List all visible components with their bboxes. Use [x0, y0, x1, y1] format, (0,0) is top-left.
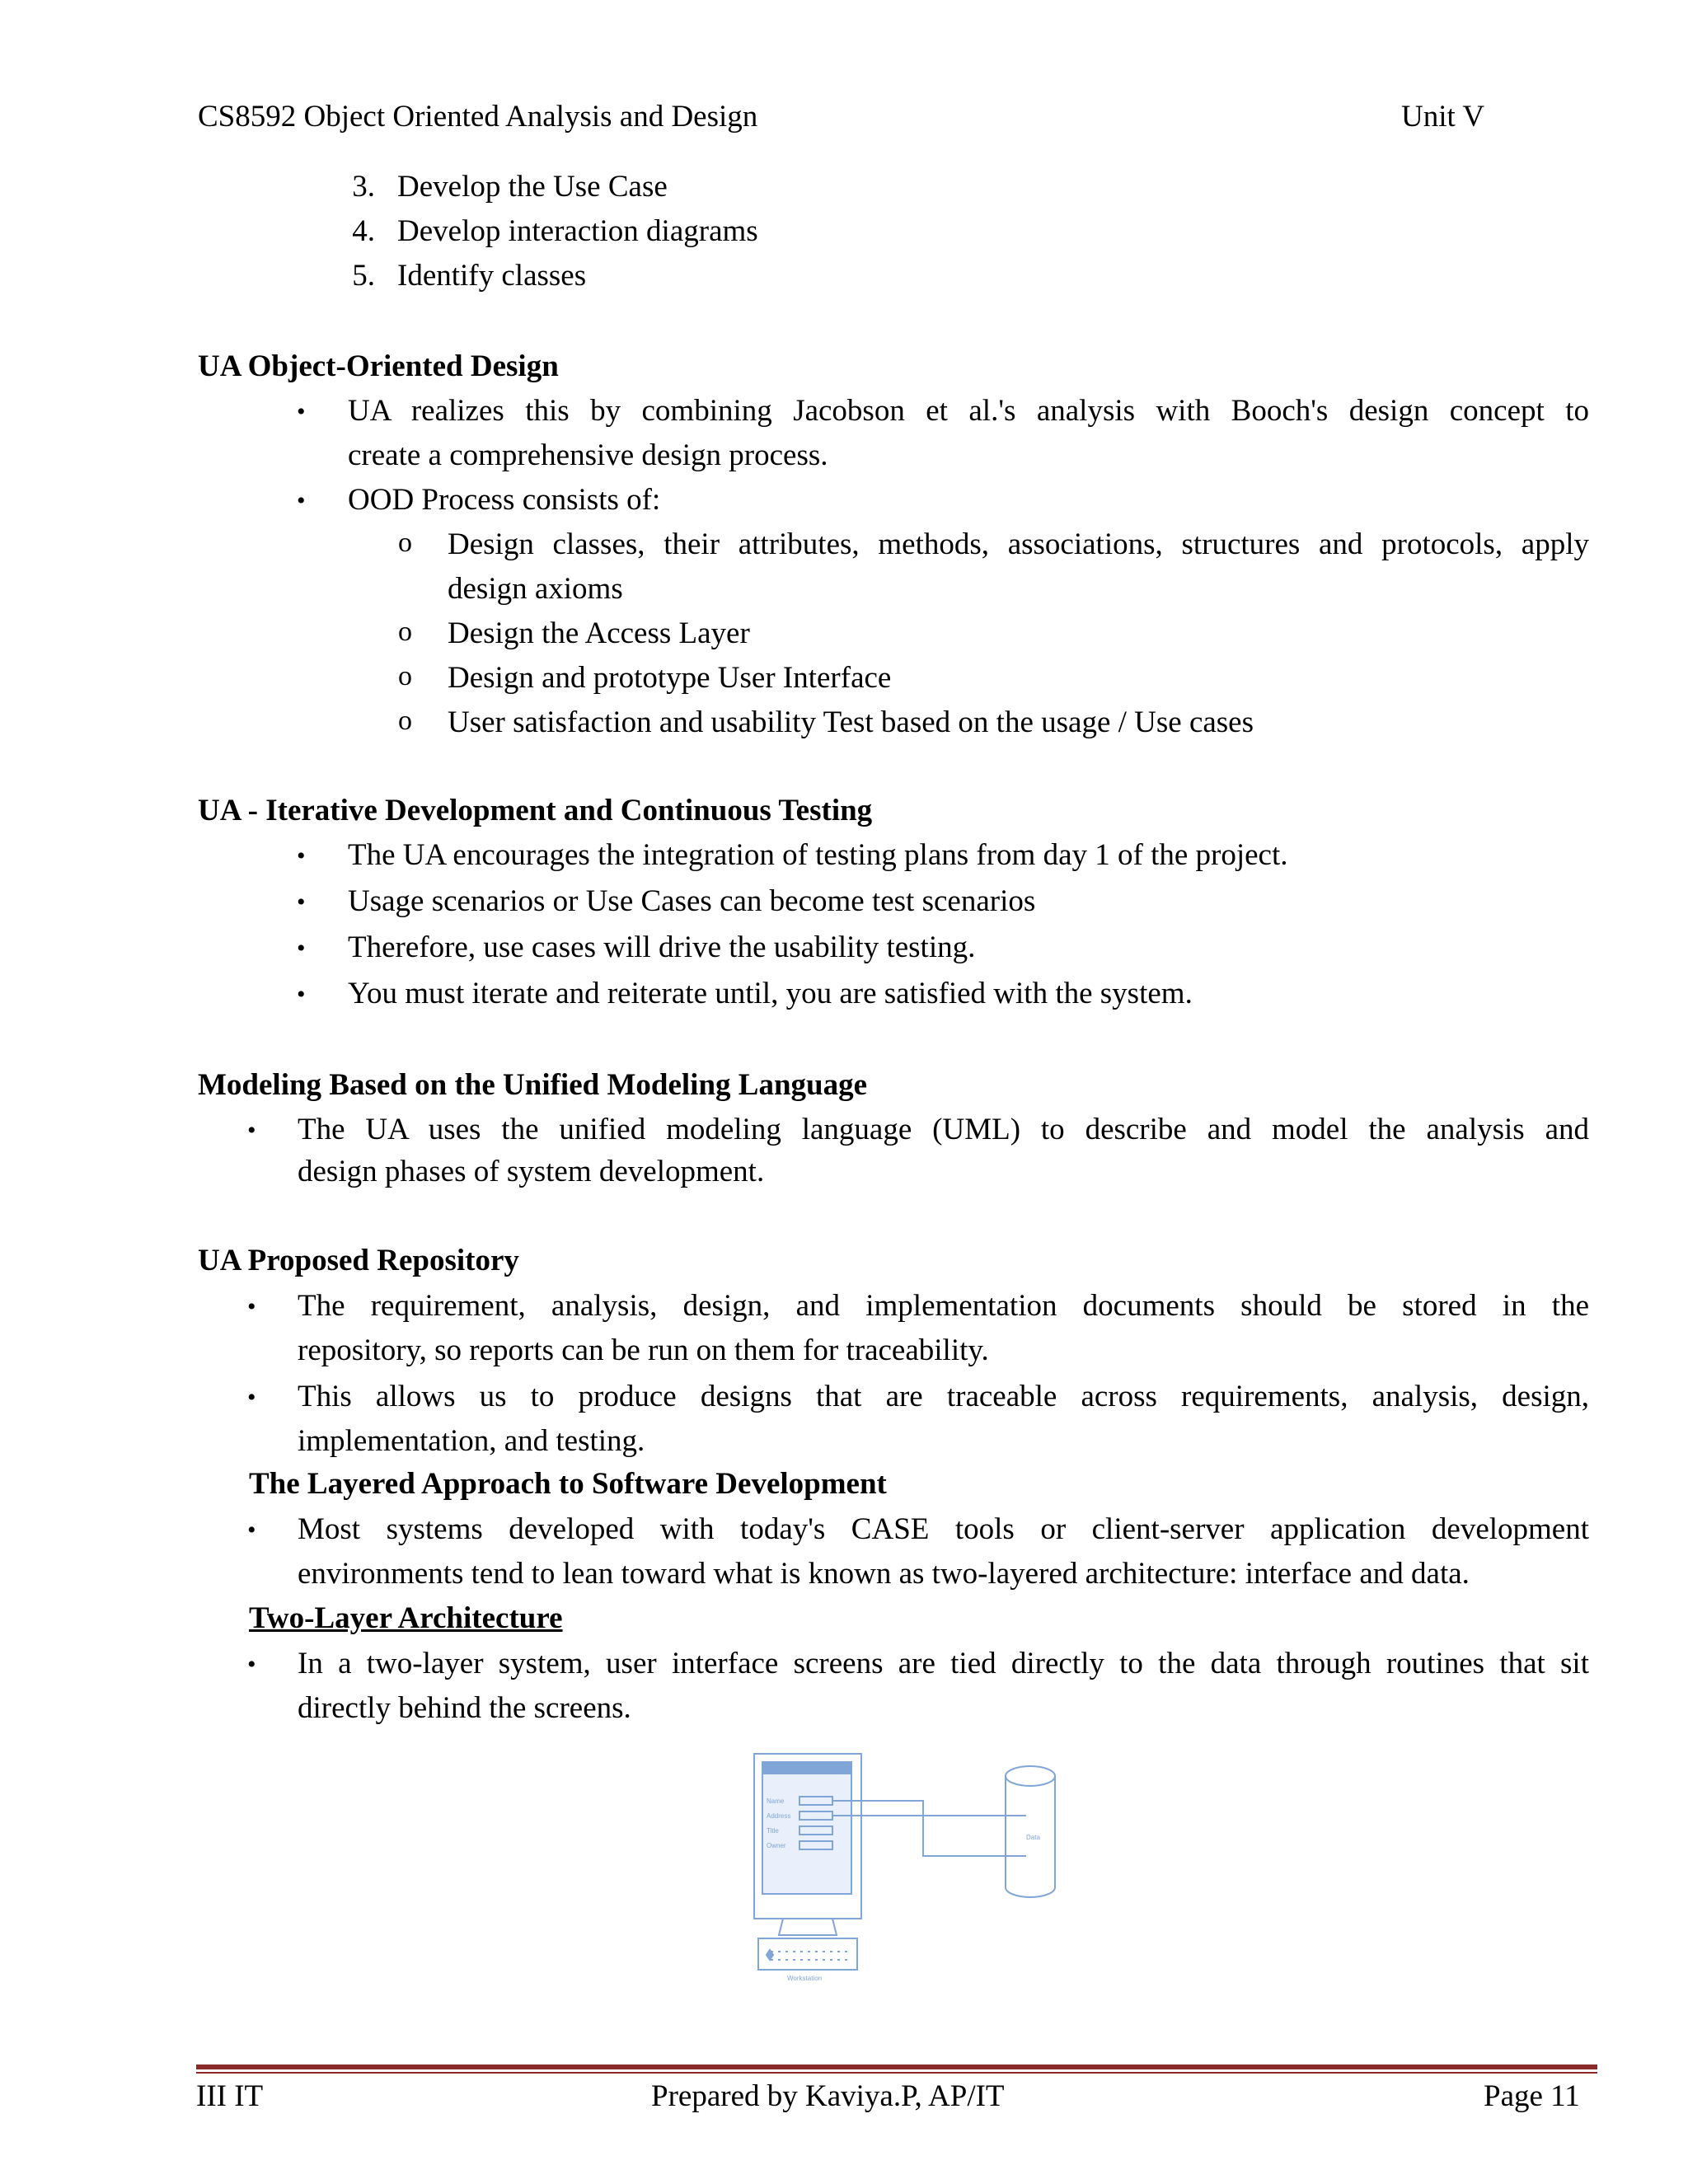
bullet-text: environments tend to lean toward what is known as two-layered architecture: interface and data.: [298, 1557, 1470, 1591]
step-text: Identify classes: [397, 259, 587, 293]
bullet-text: You must iterate and reiterate until, you are satisfied with the system.: [348, 977, 1193, 1010]
footer-rule: [196, 2064, 1597, 2069]
bullet-icon: •: [297, 398, 306, 425]
database-top: [1006, 1766, 1055, 1786]
sub-bullet-icon: o: [398, 705, 412, 736]
sub-bullet-text: User satisfaction and usability Test based on the usage / Use cases: [448, 705, 1254, 739]
bullet-icon: •: [247, 1293, 256, 1320]
bullet-text: directly behind the screens.: [298, 1691, 631, 1725]
bullet-text: The requirement, analysis, design, and implementation documents should be stored in the: [298, 1289, 1589, 1323]
document-title: CS8592 Object Oriented Analysis and Design: [198, 100, 758, 134]
bullet-icon: •: [247, 1651, 256, 1678]
footer-author: Prepared by Kaviya.P, AP/IT: [651, 2079, 1005, 2113]
section-heading-uml: Modeling Based on the Unified Modeling Language: [198, 1068, 868, 1102]
bullet-text: create a comprehensive design process.: [348, 438, 828, 472]
bullet-icon: •: [297, 935, 306, 962]
sub-bullet-icon: o: [398, 661, 412, 691]
bullet-icon: •: [247, 1117, 256, 1144]
bullet-text: UA realizes this by combining Jacobson et al.'s analysis with Booch's design concept to: [348, 394, 1589, 428]
bullet-icon: •: [247, 1384, 256, 1411]
sub-bullet-icon: o: [398, 616, 412, 647]
bullet-icon: •: [297, 842, 306, 869]
bullet-icon: •: [297, 487, 306, 514]
section-heading-ood: UA Object-Oriented Design: [198, 349, 559, 383]
bullet-text: OOD Process consists of:: [348, 483, 661, 517]
bullet-text: implementation, and testing.: [298, 1424, 645, 1458]
section-heading-repository: UA Proposed Repository: [198, 1244, 519, 1277]
field-label: Title: [767, 1827, 779, 1835]
sub-bullet-text: Design and prototype User Interface: [448, 661, 892, 695]
bullet-text: The UA encourages the integration of testing plans from day 1 of the project.: [348, 838, 1288, 872]
monitor-stand: [779, 1919, 837, 1935]
bullet-icon: •: [247, 1516, 256, 1544]
footer-rule: [196, 2072, 1597, 2074]
unit-label: Unit V: [1401, 100, 1485, 134]
bullet-text: This allows us to produce designs that are traceable across requirements, analysis, design,: [298, 1380, 1589, 1413]
bullet-text: Therefore, use cases will drive the usability testing.: [348, 930, 976, 964]
bullet-icon: •: [297, 888, 306, 916]
bullet-text: In a two-layer system, user interface screens are tied directly to the data through routines that sit: [298, 1647, 1589, 1680]
bullet-text: design phases of system development.: [298, 1155, 765, 1188]
step-text: Develop interaction diagrams: [397, 214, 758, 248]
bullet-icon: •: [297, 981, 306, 1008]
field-label: Address: [767, 1812, 791, 1820]
sub-bullet-text: design axioms: [448, 572, 623, 606]
step-number: 5.: [352, 259, 375, 293]
section-heading-layered: The Layered Approach to Software Development: [249, 1467, 887, 1501]
two-layer-architecture-diagram: [742, 1747, 1104, 1986]
data-label: Data: [1026, 1834, 1040, 1841]
sub-bullet-text: Design classes, their attributes, methods, associations, structures and protocols, apply: [448, 527, 1589, 561]
bullet-text: Usage scenarios or Use Cases can become test scenarios: [348, 884, 1036, 918]
section-heading-iterative: UA - Iterative Development and Continuous Testing: [198, 794, 873, 827]
footer-class: III IT: [196, 2079, 264, 2113]
step-number: 4.: [352, 214, 375, 248]
field-label: Name: [767, 1797, 785, 1805]
page-number: Page 11: [1484, 2079, 1580, 2113]
sub-bullet-icon: o: [398, 527, 412, 558]
bullet-text: The UA uses the unified modeling language (UML) to describe and model the analysis and: [298, 1113, 1589, 1146]
step-number: 3.: [352, 170, 375, 204]
section-heading-two-layer: Two-Layer Architecture: [249, 1601, 563, 1635]
workstation-label: Workstation: [787, 1975, 823, 1982]
step-text: Develop the Use Case: [397, 170, 668, 204]
bullet-text: Most systems developed with today's CASE tools or client-server application development: [298, 1512, 1589, 1546]
window-title-bar: [762, 1762, 851, 1774]
bullet-text: repository, so reports can be run on them for traceability.: [298, 1333, 989, 1367]
sub-bullet-text: Design the Access Layer: [448, 616, 750, 650]
field-label: Owner: [767, 1842, 786, 1849]
